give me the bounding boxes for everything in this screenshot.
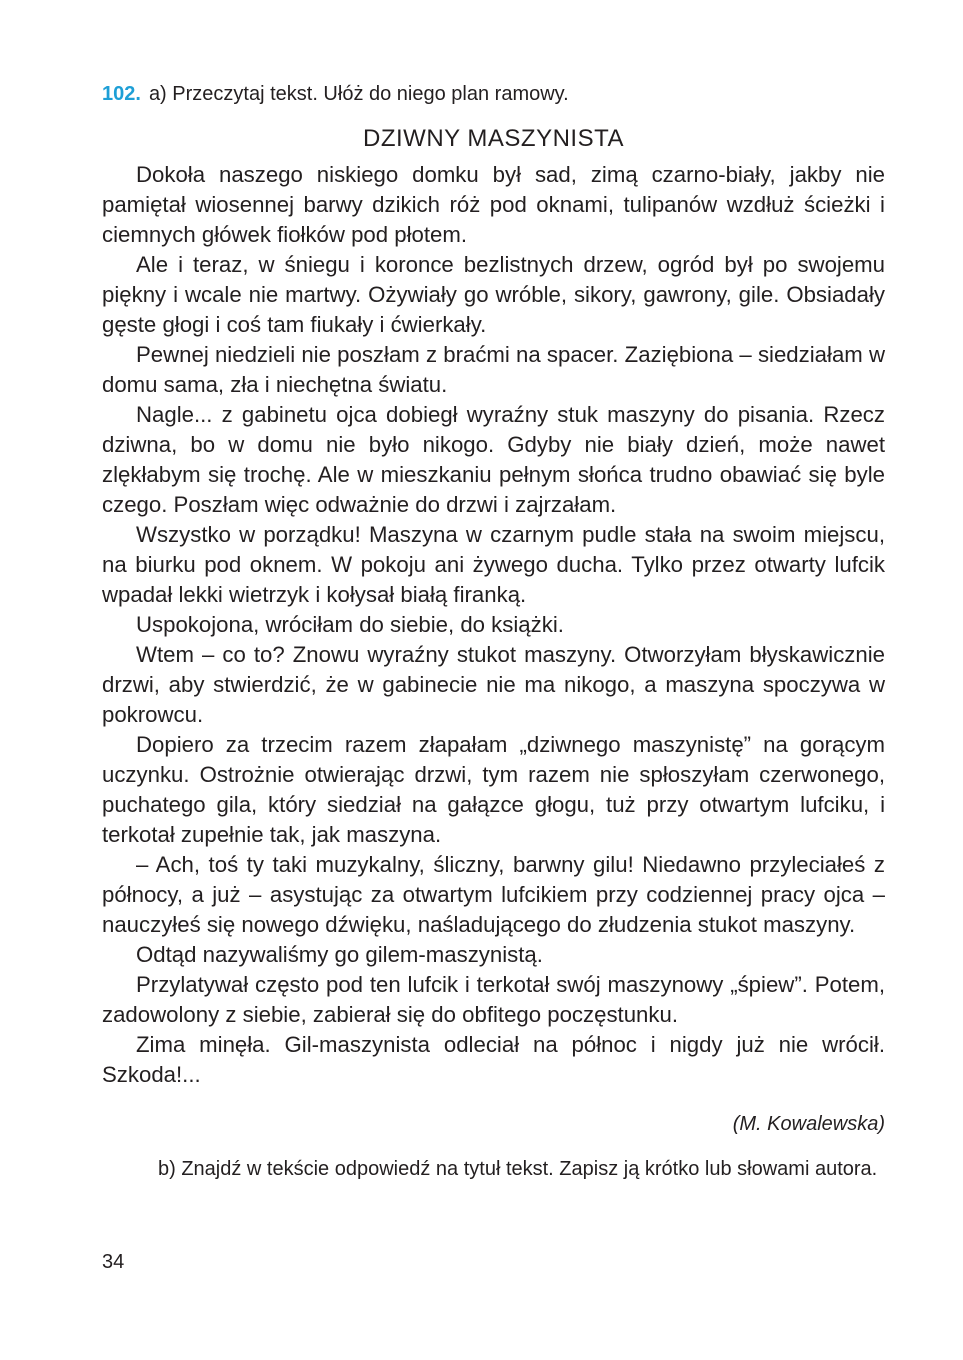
story-paragraph: Dokoła naszego niskiego domku był sad, zimą czarno-biały, jakby nie pamiętał wiosennej barwy dzikich róż pod oknami, tulipanów wzdłuż ścieżki i ciemnych główek fiołków pod płotem.	[102, 162, 885, 247]
story-paragraph: Zima minęła. Gil-maszynista odleciał na północ i nigdy już nie wrócił. Szkoda!...	[102, 1032, 885, 1087]
story-paragraph: Nagle... z gabinetu ojca dobiegł wyraźny stuk maszyny do pisania. Rzecz dziwna, bo w domu nie było nikogo. Gdyby nie biały dzień, może nawet zlękłabym się trochę. Ale w mieszkaniu pełnym słońca trudno obawiać się byle czego. Poszłam więc odważnie do drzwi i zajrzałam.	[102, 402, 885, 517]
story-title: DZIWNY MASZYNISTA	[363, 125, 624, 152]
story-paragraph: Pewnej niedzieli nie poszłam z braćmi na spacer. Zaziębiona – siedziałam w domu sama, zła i niechętna światu.	[102, 342, 885, 397]
page-content	[102, 78, 885, 1182]
story-author: (M. Kowalewska)	[732, 1113, 885, 1135]
story-paragraph: Dopiero za trzecim razem złapałam „dziwnego maszynistę” na gorącym uczynku. Ostrożnie otwierając drzwi, tym razem nie spłoszyłam czerwonego, puchatego gila, który siedział na gałązce głogu, tuż przy otwartym lufciku, i terkotał zupełnie tak, jak maszyna.	[102, 732, 885, 847]
task-number: 102.	[102, 83, 141, 105]
story-body	[102, 160, 885, 1090]
page-number: 34	[102, 1251, 125, 1273]
story-paragraph: Wtem – co to? Znowu wyraźny stukot maszyny. Otworzyłam błyskawicznie drzwi, aby stwierdzić, że w gabinecie nie ma nikogo, a maszyna spoczywa w pokrowcu.	[102, 642, 885, 727]
story-paragraph: Odtąd nazywaliśmy go gilem-maszynistą.	[136, 942, 543, 967]
story-paragraph: Przylatywał często pod ten lufcik i terkotał swój maszynowy „śpiew”. Potem, zadowolony z siebie, zabierał się do obfitego poczęstunku.	[102, 972, 885, 1027]
story-paragraph: Wszystko w porządku! Maszyna w czarnym pudle stała na swoim miejscu, na biurku pod oknem. W pokoju ani żywego ducha. Tylko przez otwarty lufcik wpadał lekki wietrzyk i kołysał białą firanką.	[102, 522, 885, 607]
task-b: b) Znajdź w tekście odpowiedź na tytuł tekst. Zapisz ją krótko lub słowami autora.	[158, 1158, 878, 1180]
task-a	[102, 78, 885, 110]
story-paragraph: – Ach, toś ty taki muzykalny, śliczny, barwny gilu! Niedawno przyleciałeś z północy, a już – asystując za otwartym lufcikiem przy codziennej pracy ojca – nauczyłeś się nowego dźwięku, naśladującego do złudzenia stukot maszyny.	[102, 852, 885, 937]
story-paragraph: Ale i teraz, w śniegu i koronce bezlistnych drzew, ogród był po swojemu piękny i wcale nie martwy. Ożywiały go wróble, sikory, gawrony, gile. Obsiadały gęste głogi i coś tam fiukały i ćwierkały.	[102, 252, 885, 337]
story-paragraph: Uspokojona, wróciłam do siebie, do książki.	[136, 612, 564, 637]
task-a-text: a) Przeczytaj tekst. Ułóż do niego plan ramowy.	[148, 83, 569, 105]
